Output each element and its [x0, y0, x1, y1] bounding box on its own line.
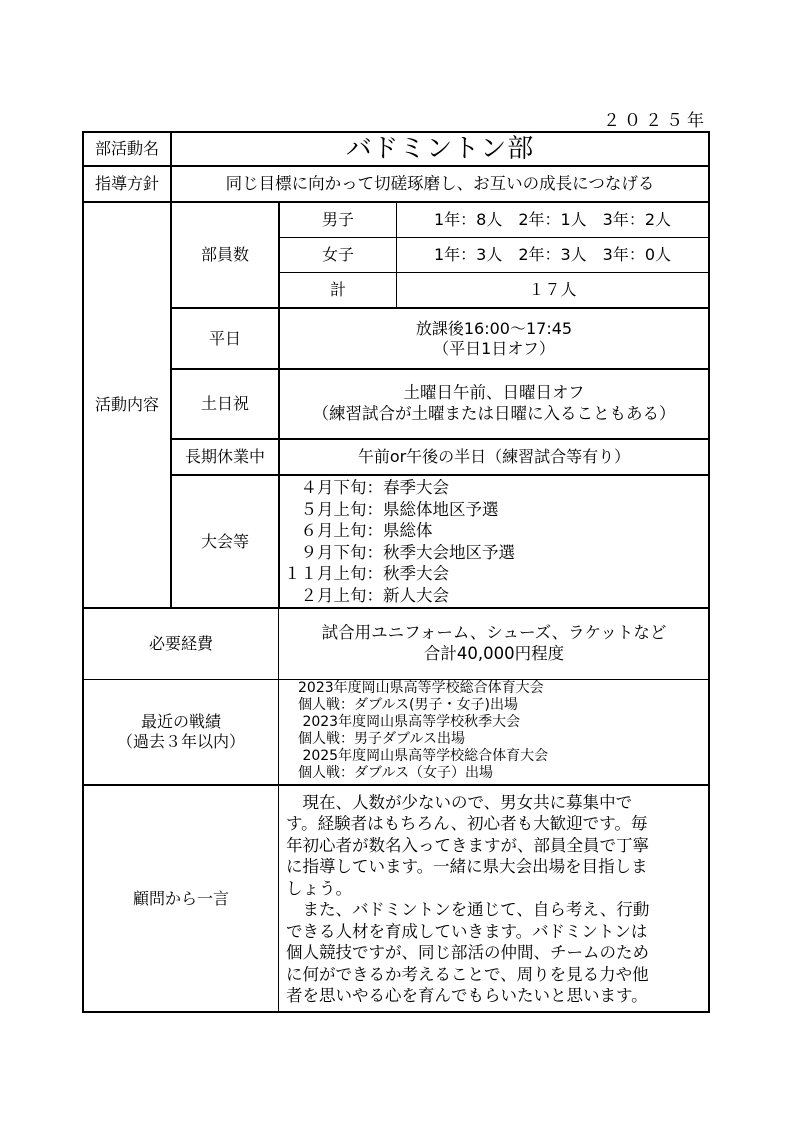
weekday-label: 平日 [208, 328, 241, 348]
club-info-table [82, 131, 710, 1013]
result-item: 個人戦：ダブルス(男子・女子)出場 [284, 697, 518, 713]
results-label-line1: 最近の戦績 [140, 712, 221, 731]
advisor-line: に何ができるか考えることで、周りを見る力や他 [286, 964, 649, 984]
rule [278, 609, 279, 1013]
advisor-line: 現在、人数が少ないので、男女共に募集中で [286, 793, 633, 812]
weekday-schedule [280, 309, 708, 368]
advisor-line: また、バドミントンを通じて、自ら考え、行動 [286, 900, 650, 920]
advisor-line: す。経験者はもちろん、初心者も大歓迎です。毎 [286, 814, 648, 834]
tournaments-label: 大会等 [200, 531, 249, 551]
year-label: ２０２５年 [603, 111, 708, 131]
result-item: 2023年度岡山県高等学校秋季大会 [284, 714, 521, 730]
advisor-message [280, 786, 708, 1011]
weekday-line2: （平日1日オフ） [433, 338, 555, 358]
cost-line1: 試合用ユニフォーム、シューズ、ラケットなど [321, 623, 667, 643]
advisor-line: できる人材を育成していきます。バドミントンは [286, 921, 648, 941]
frame-right [708, 131, 710, 1013]
advisor-line: しょう。 [286, 878, 352, 898]
members-male-value: 1年：8人 2年：1人 3年：2人 [433, 210, 672, 229]
weekday-line1: 放課後16:00～17:45 [415, 318, 573, 338]
results-label-line2: （過去３年以内） [116, 732, 245, 751]
members-total-label: 計 [329, 280, 346, 299]
advisor-line: 個人競技ですが、同じ部活の仲間、チームのため [286, 943, 649, 963]
cost-label: 必要経費 [148, 634, 213, 653]
tournament-item: ６月上旬：県総体 [284, 521, 433, 540]
results-list [280, 680, 708, 784]
members-male-label: 男子 [321, 210, 354, 229]
members-female-label: 女子 [321, 245, 354, 264]
result-item: 2025年度岡山県高等学校総合体育大会 [284, 748, 549, 764]
vacation-schedule: 午前or午後の半日（練習試合等有り） [357, 447, 631, 466]
advisor-line: に指導しています。一緒に県大会出場を目指しま [286, 857, 648, 877]
vacation-label: 長期休業中 [184, 447, 265, 466]
frame-bottom [82, 1011, 710, 1013]
tournament-item: ９月下旬：秋季大会地区予選 [284, 542, 515, 562]
policy-label: 指導方針 [94, 174, 159, 193]
weekend-line1: 土曜日午前、日曜日オフ [403, 383, 585, 403]
club-name-label: 部活動名 [94, 139, 159, 158]
club-name: バドミントン部 [345, 133, 535, 164]
tournament-item: ４月下旬：春季大会 [284, 478, 449, 497]
result-item: 2023年度岡山県高等学校総合体育大会 [284, 680, 544, 696]
policy-text: 同じ目標に向かって切磋琢磨し、お互いの成長につなげる [225, 173, 655, 193]
cost-line2: 合計40,000円程度 [423, 644, 565, 663]
activity-label: 活動内容 [94, 395, 159, 414]
advisor-line: 者を思いやる心を育んでもらいたいと思います。 [286, 985, 648, 1005]
tournaments-list [280, 476, 708, 607]
members-label: 部員数 [200, 245, 249, 264]
results-label [84, 680, 278, 784]
weekend-line2: （練習試合が土曜または日曜に入ることもある） [312, 404, 676, 423]
result-item: 個人戦：男子ダブルス出場 [284, 731, 466, 747]
members-total-value: １７人 [528, 280, 577, 299]
weekend-schedule [280, 370, 708, 438]
members-female-value: 1年：3人 2年：3人 3年：0人 [433, 245, 672, 264]
result-item: 個人戦：ダブルス（女子）出場 [284, 765, 494, 781]
advisor-label: 顧問から一言 [132, 888, 229, 908]
tournament-item: １１月上旬：秋季大会 [284, 564, 449, 583]
tournament-item: ５月上旬：県総体地区予選 [284, 499, 499, 519]
advisor-line: 年初心者が数名入ってきますが、部員全員で丁寧 [286, 835, 649, 855]
tournament-item: ２月上旬：新人大会 [284, 585, 449, 605]
weekend-label: 土日祝 [200, 394, 249, 413]
cost-text [280, 609, 708, 679]
